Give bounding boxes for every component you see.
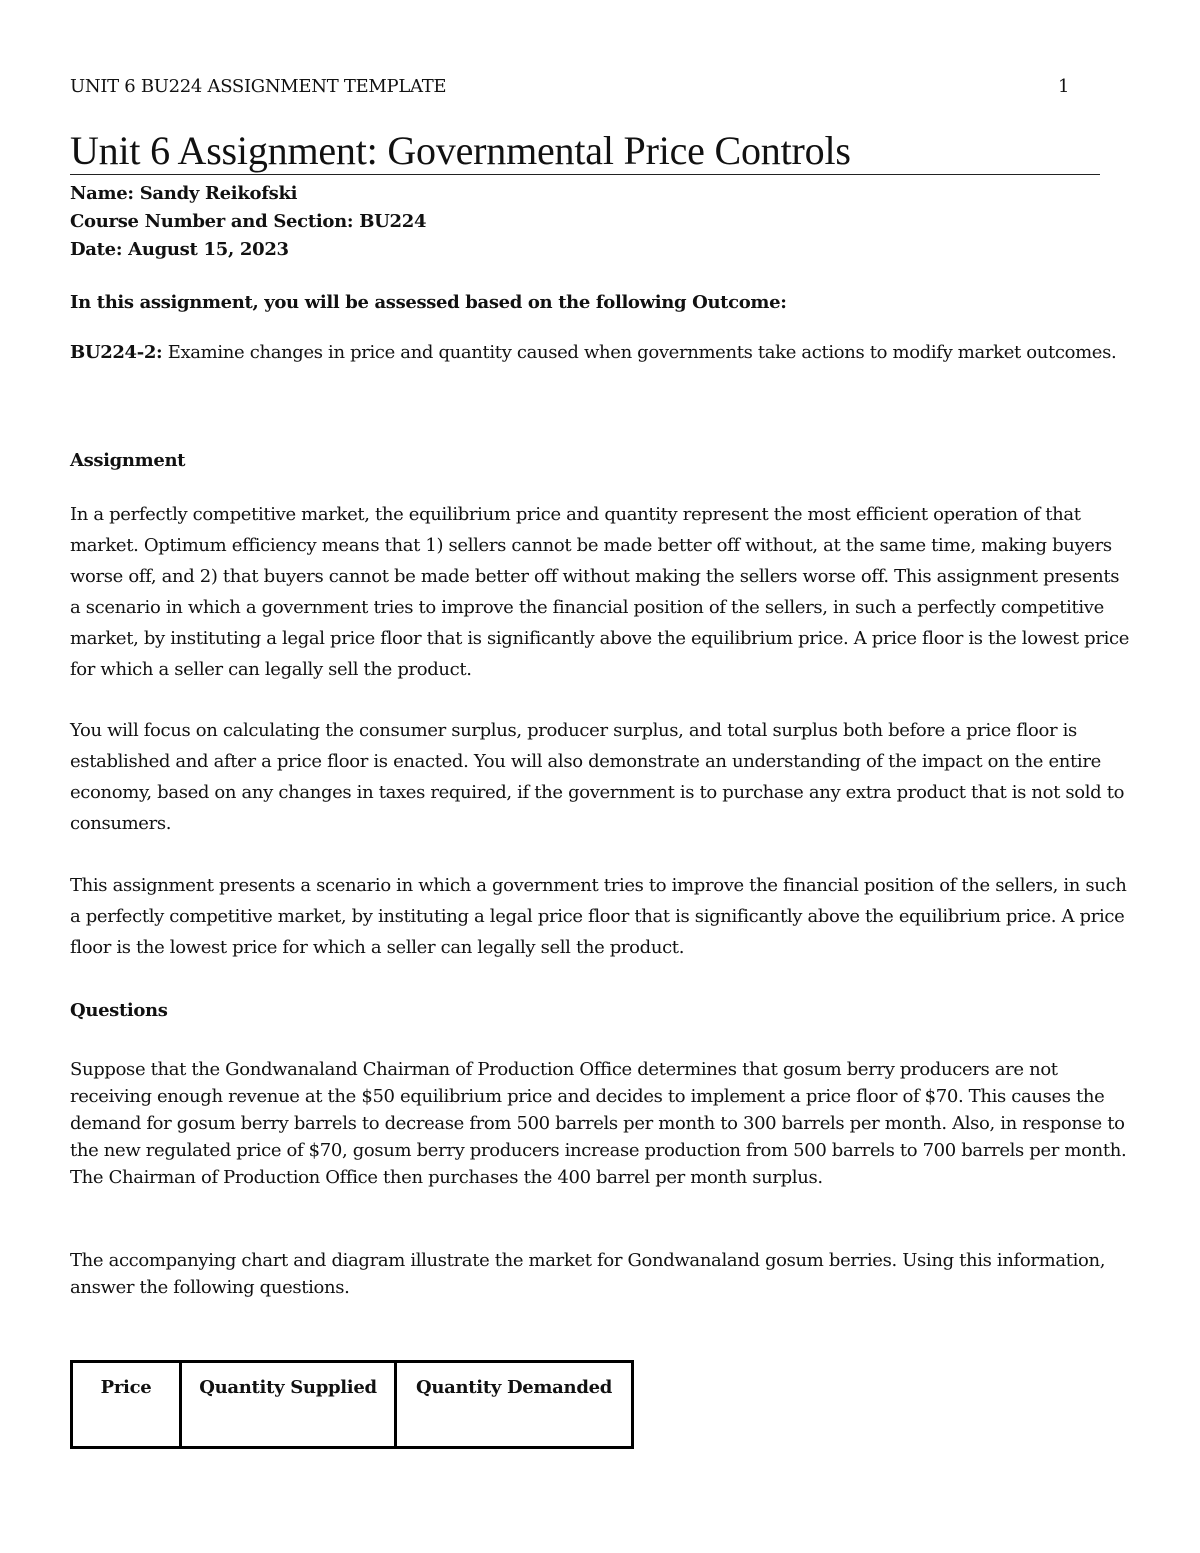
- student-info: [70, 180, 426, 264]
- page-title: Unit 6 Assignment: Governmental Price Controls: [70, 128, 1100, 175]
- table-header-row: [72, 1362, 633, 1448]
- questions-paragraph-2: The accompanying chart and diagram illustrate the market for Gondwanaland gosum berries. Using this information, answer the following questions.: [70, 1250, 1106, 1298]
- header-price: Price: [72, 1362, 181, 1448]
- course-number: Course Number and Section: BU224: [70, 211, 427, 232]
- student-name: Name: Sandy Reikofski: [70, 183, 298, 204]
- page-number: 1: [1058, 76, 1070, 97]
- outcome-code: BU224-2:: [70, 342, 163, 363]
- outcome-statement: [70, 339, 1130, 366]
- questions-heading: Questions: [70, 1000, 168, 1021]
- questions-paragraph-1: Suppose that the Gondwanaland Chairman of Production Office determines that gosum berry producers are not receiving enough revenue at the $50 equilibrium price and decides to implement a price floor of $70. This causes the demand for gosum berry barrels to decrease from 500 barrels per month to 300 barrels per month. Also, in response to the new regulated price of $70, gosum berry producers increase production from 500 barrels to 700 barrels per month. The Chairman of Production Office then purchases the 400 barrel per month surplus.: [70, 1059, 1127, 1188]
- header-quantity-demanded: Quantity Demanded: [396, 1362, 633, 1448]
- running-head: UNIT 6 BU224 ASSIGNMENT TEMPLATE: [70, 76, 447, 97]
- price-quantity-table: [70, 1360, 634, 1449]
- assignment-heading: Assignment: [70, 450, 186, 471]
- outcome-text: Examine changes in price and quantity caused when governments take actions to modify market outcomes.: [162, 342, 1117, 363]
- outcome-intro: In this assignment, you will be assessed based on the following Outcome:: [70, 292, 787, 313]
- submission-date: Date: August 15, 2023: [70, 239, 289, 260]
- assignment-paragraph-3: This assignment presents a scenario in which a government tries to improve the financial position of the sellers, in such a perfectly competitive market, by instituting a legal price floor that is significantly above the equilibrium price. A price floor is the lowest price for which a seller can legally sell the product.: [70, 875, 1127, 958]
- assignment-paragraph-2: You will focus on calculating the consumer surplus, producer surplus, and total surplus both before a price floor is established and after a price floor is enacted. You will also demonstrate an understanding of the impact on the entire economy, based on any changes in taxes required, if the government is to purchase any extra product that is not sold to consumers.: [70, 720, 1125, 834]
- assignment-paragraph-1: In a perfectly competitive market, the equilibrium price and quantity represent the most efficient operation of that market. Optimum efficiency means that 1) sellers cannot be made better off without, at the same time, making buyers worse off, and 2) that buyers cannot be made better off without making the sellers worse off. This assignment presents a scenario in which a government tries to improve the financial position of the sellers, in such a perfectly competitive market, by instituting a legal price floor that is significantly above the equilibrium price. A price floor is the lowest price for which a seller can legally sell the product.: [70, 504, 1130, 680]
- header-quantity-supplied: Quantity Supplied: [181, 1362, 396, 1448]
